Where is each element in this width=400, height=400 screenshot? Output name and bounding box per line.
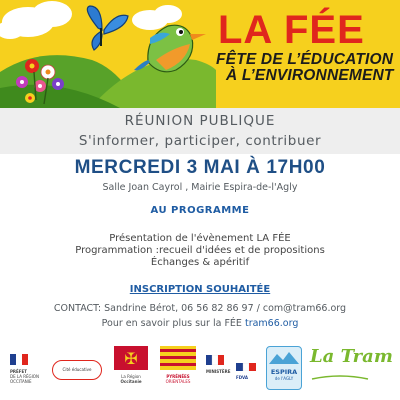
prefet-line2: DE LA RÉGION: [10, 374, 39, 379]
fdva-flag-icon: [236, 363, 256, 371]
more-info-text: Pour en savoir plus sur la FÉE: [101, 318, 245, 329]
event-date: MERCREDI 3 MAI À 17H00: [74, 157, 326, 178]
event-subtitle-line1: FÊTE DE L’ÉDUCATION: [216, 51, 394, 68]
cloud-left: [0, 1, 72, 39]
catalan-flag-icon: [160, 346, 196, 370]
svg-text:✠: ✠: [124, 349, 138, 368]
programme-heading: AU PROGRAMME: [150, 205, 250, 216]
event-venue: Salle Joan Cayrol , Mairie Espira-de-l'Agly: [102, 182, 298, 193]
tram-swoosh-icon: [310, 373, 370, 383]
logo-cite-educative: [52, 360, 102, 380]
republique-flag-icon: [206, 355, 224, 365]
espira-name: ESPIRA: [270, 368, 298, 376]
region-line1: La Région: [121, 374, 141, 379]
logo-espira: [266, 346, 302, 390]
header-banner: [0, 0, 400, 108]
occitanie-cross-icon: [114, 346, 148, 370]
espira-landscape-icon: [269, 350, 299, 364]
logo-pyrenees-orientales: [160, 346, 196, 384]
meeting-type: RÉUNION PUBLIQUE: [124, 113, 276, 129]
partner-logos: [0, 342, 400, 400]
prefet-line1: PRÉFET: [10, 369, 27, 374]
registration-link[interactable]: INSCRIPTION SOUHAITÉE: [129, 284, 271, 295]
logo-ministere: [206, 350, 234, 374]
intro-band: [0, 108, 400, 154]
programme-item: Présentation de l'évènement LA FÉE: [109, 233, 291, 244]
programme-list: [0, 233, 400, 269]
programme-item: Échanges & apéritif: [150, 257, 250, 268]
website-link[interactable]: tram66.org: [244, 318, 299, 329]
cite-label: Cité éducative: [62, 367, 92, 372]
registration-wrapper: [0, 277, 400, 296]
po-line1: PYRÉNÉES: [166, 374, 190, 379]
banner-illustration: [0, 0, 216, 108]
logo-la-tram: [310, 346, 394, 387]
po-line2: ORIENTALES: [165, 379, 191, 384]
event-title: LA FÉE: [218, 8, 365, 52]
event-title-block: [212, 8, 398, 84]
more-info-line: [0, 318, 400, 329]
region-line2: Occitanie: [120, 379, 142, 384]
ministere-label: MINISTÈRE: [206, 369, 231, 374]
logo-region-occitanie: [114, 346, 148, 384]
tram-wordmark: La Tram: [310, 346, 393, 367]
marianne-flag-icon: [10, 354, 28, 365]
programme-item: Programmation :recueil d'idées et de propositions: [75, 245, 325, 256]
logo-prefet: [10, 350, 44, 384]
logo-fdva: [236, 356, 262, 380]
contact-line: CONTACT: Sandrine Bérot, 06 56 82 86 97 / com@tram66.org: [53, 303, 347, 314]
espira-sub: de l'AGLY: [274, 376, 294, 381]
butterfly-icon: [87, 6, 128, 50]
prefet-line3: OCCITANIE: [10, 379, 32, 384]
fdva-label: FDVA: [236, 375, 248, 380]
event-subtitle-line2: À L’ENVIRONNEMENT: [226, 67, 394, 84]
meeting-tagline: S'informer, participer, contribuer: [78, 133, 322, 149]
